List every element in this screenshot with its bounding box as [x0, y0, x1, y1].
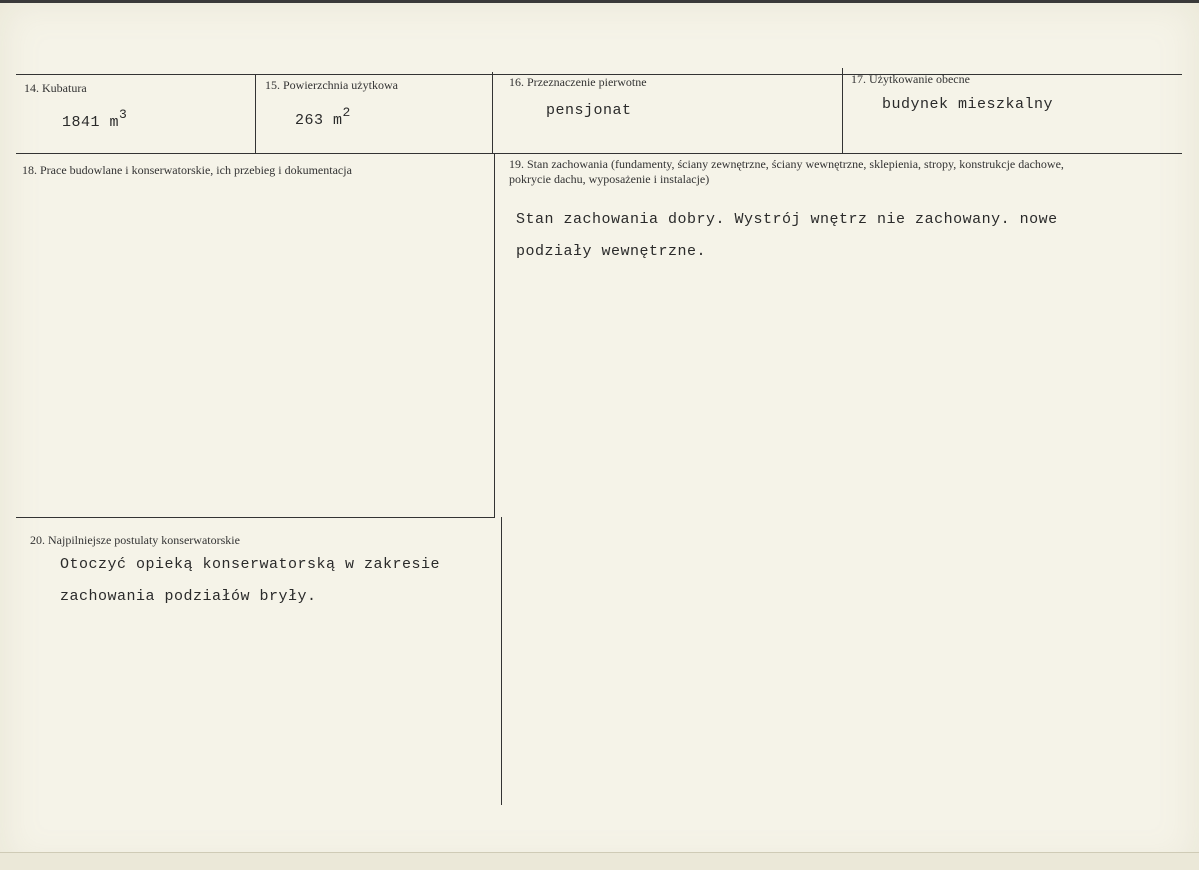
field-14-exponent: 3	[119, 107, 128, 122]
main-column-divider	[494, 153, 495, 518]
field-15-value	[295, 99, 351, 137]
divider-14-15	[255, 74, 256, 153]
scan-top-edge	[0, 0, 1199, 3]
field-14-value	[62, 101, 127, 139]
field-17-label: 17. Użytkowanie obecne	[851, 72, 970, 86]
divider-15-16	[492, 72, 493, 154]
field-20-value: Otoczyć opieką konserwatorską w zakresie zachowania podziałów bryły.	[60, 556, 441, 605]
field-14-number: 1841 m	[62, 114, 120, 131]
field-16-value: pensjonat	[546, 102, 632, 119]
section-20-rule	[16, 517, 494, 518]
field-20-label: 20. Najpilniejsze postulaty konserwatorskie	[30, 533, 240, 547]
field-15-exponent: 2	[342, 105, 351, 120]
scan-bottom-edge	[0, 852, 1199, 870]
field-19-label: 19. Stan zachowania (fundamenty, ściany zewnętrzne, ściany wewnętrzne, sklepienia, stropy, konstrukcje dachowe, pokrycie dachu, wyposażenie i instalacje)	[509, 157, 1064, 186]
middle-row-rule	[16, 153, 1182, 154]
field-19-value: Stan zachowania dobry. Wystrój wnętrz nie zachowany. nowe podziały wewnętrzne.	[516, 211, 1058, 260]
field-15-label: 15. Powierzchnia użytkowa	[265, 78, 398, 92]
lower-column-divider	[501, 517, 502, 805]
field-17-value: budynek mieszkalny	[882, 96, 1054, 113]
field-16-label: 16. Przeznaczenie pierwotne	[509, 75, 647, 89]
divider-16-17	[842, 68, 843, 154]
field-15-number: 263 m	[295, 112, 343, 129]
field-18-label: 18. Prace budowlane i konserwatorskie, ich przebieg i dokumentacja	[22, 163, 352, 177]
field-14-label: 14. Kubatura	[24, 81, 87, 95]
